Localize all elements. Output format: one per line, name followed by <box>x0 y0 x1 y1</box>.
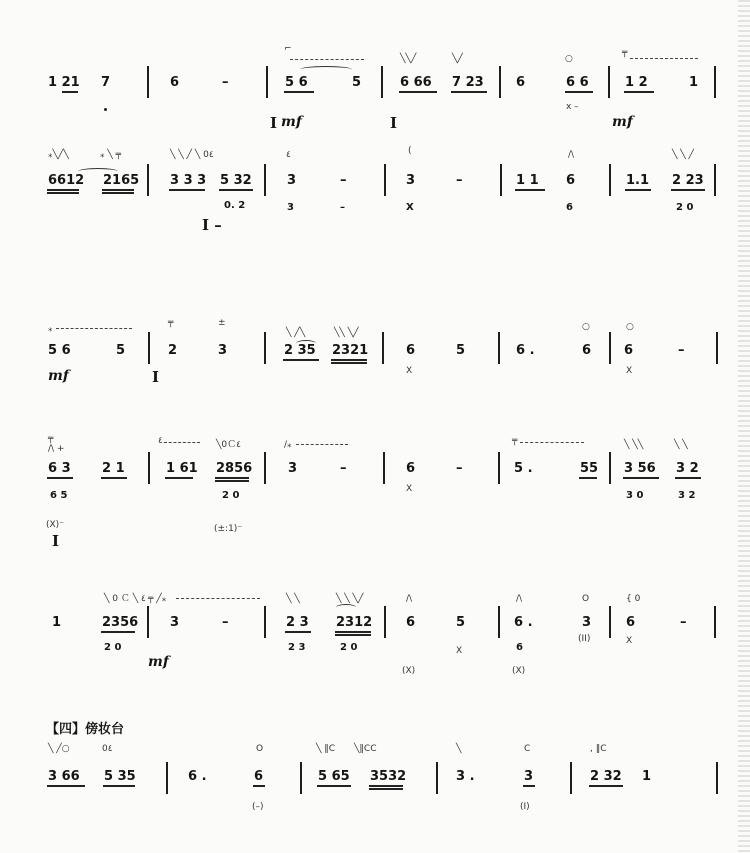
note-group-lower: 0. 2 <box>224 200 246 211</box>
barline <box>300 762 302 794</box>
dynamic-marking: mf <box>612 114 633 130</box>
note-group: 5 <box>352 75 362 90</box>
note-group: 6 66 <box>400 75 432 90</box>
note-group: – <box>456 461 463 476</box>
note-group: 1 1 <box>516 173 539 188</box>
note-group: 6 <box>170 75 180 90</box>
note-group: 6 <box>626 615 636 630</box>
barline <box>166 762 168 794</box>
note-group-lower: 2 0 <box>104 642 122 653</box>
note-group: – <box>222 615 229 630</box>
barline <box>147 66 149 98</box>
note-group: 5 6 <box>48 343 71 358</box>
note-group: 2312 <box>336 615 373 630</box>
score-system-2: ⁎╲╱╲ ⁎ ╲ ╤ ╲ ╲ ╱ ╲ 0٤ ٤ ( /\ ╲ ╲ ╱ 6612 2165 3 3 3 5 32 0. 2 I – 3 – 3 – 3 – X 1 1 6 6 1.1 2 23 2 0 <box>0 144 750 254</box>
note-group-lower: – <box>340 202 345 213</box>
note-group: 5 35 <box>104 769 136 784</box>
note-group: 1 <box>642 769 652 784</box>
barline <box>384 164 386 196</box>
barline <box>384 606 386 638</box>
barline <box>714 164 716 196</box>
note-group: – <box>340 173 347 188</box>
note-group: – <box>678 343 685 358</box>
barline <box>266 66 268 98</box>
barline <box>381 66 383 98</box>
note-group: 3 2 <box>676 461 699 476</box>
note-group: 7 <box>101 75 111 90</box>
note-group-lower: X <box>406 202 414 213</box>
barline <box>716 762 718 794</box>
note-group: 1.1 <box>626 173 650 188</box>
barline <box>609 606 611 638</box>
note-group: 1 <box>52 615 62 630</box>
note-group: 6 <box>406 461 416 476</box>
note-group: 2 23 <box>672 173 704 188</box>
note-group: 6 <box>566 173 576 188</box>
score-system-4: ╤ /\ + ٤ ╲0Ｃ٤ /⁎ ╤ ╲ ╲╲ ╲ ╲ 6 3 6 5 (X)⁻ I 2 1 1 61 2856 2 0 (±:1)⁻ 3 – 6 X – 5 . 55 3 56 3 2 3 0 3 2 <box>0 432 750 542</box>
note-group-lower: 6 5 <box>50 490 68 501</box>
note-group: – <box>456 173 463 188</box>
note-group: 6 <box>406 615 416 630</box>
note-group-lower: 6 <box>566 202 573 213</box>
barline <box>500 164 502 196</box>
score-system-3: ⁎ ╤ ± ╲ ╱╲ ╲╲ ╲╱ ○ ○ 5 6 5 2 3 2 35 2321 6 X 5 6 . 6 6 X – mf I <box>0 318 750 428</box>
note-group: 6 <box>624 343 634 358</box>
note-group: 6 <box>516 75 526 90</box>
barline <box>498 452 500 484</box>
note-group: 5 <box>456 343 466 358</box>
roman-numeral: I <box>270 114 278 132</box>
note-group: 3 56 <box>624 461 656 476</box>
note-group-lower: 3 <box>287 202 294 213</box>
note-group: 6 . <box>188 769 207 784</box>
barline <box>436 762 438 794</box>
note-group: 1 21 <box>48 75 80 90</box>
note-group: 6 . <box>516 343 535 358</box>
note-group: – <box>680 615 687 630</box>
barline <box>148 332 150 364</box>
barline <box>147 606 149 638</box>
note-group: 2 32 <box>590 769 622 784</box>
barline <box>499 66 501 98</box>
score-system-1: ⌐ ╲╲╱ ╲╱ ○ ╤ 1 21 7 6 – 5 6 5 6 66 7 23 6 6 6 x – 1 2 1 I mf I mf <box>0 44 750 154</box>
note-group: 3 <box>524 769 534 784</box>
note-group: 2856 <box>216 461 253 476</box>
note-group: 2 1 <box>102 461 125 476</box>
note-group-lower: 2 0 <box>222 490 240 501</box>
note-group: 1 <box>689 75 699 90</box>
note-group: 2 35 <box>284 343 316 358</box>
note-group: 3 . <box>456 769 475 784</box>
score-system-5: ╲ 0 Ｃ ╲ ٤ ╤ ╱⁎ ╲ ╲ ╲ ╲ ╲╱ /\ /\ O { 0 1 2356 2 0 3 – 2 3 2 3 2312 2 0 6 (X) 5 X 6 . 6 (X) 3 (II) 6 X – mf <box>0 590 750 700</box>
note-group: 6 <box>582 343 592 358</box>
barline <box>609 332 611 364</box>
note-group: 2356 <box>102 615 139 630</box>
barline <box>264 332 266 364</box>
note-group-lower: 3 2 <box>678 490 696 501</box>
barline <box>264 606 266 638</box>
note-group: 3 <box>406 173 416 188</box>
note-group: 2 <box>168 343 178 358</box>
note-group: 5 <box>116 343 126 358</box>
barline <box>608 66 610 98</box>
note-group: 6612 <box>48 173 85 188</box>
note-group: 6 3 <box>48 461 71 476</box>
note-group: 5 32 <box>220 173 252 188</box>
note-group: 3532 <box>370 769 407 784</box>
note-group: 1 2 <box>625 75 648 90</box>
note-group: 7 23 <box>452 75 484 90</box>
note-group: – <box>340 461 347 476</box>
dynamic-marking: mf <box>48 368 69 384</box>
note-group: 3 3 3 <box>170 173 207 188</box>
barline <box>264 164 266 196</box>
score-system-6: ╲ ╱○ 0٤ O ╲ ‖C ╲‖CC ╲ C , ‖C 3 66 5 35 6 . 6 (–) 5 65 3532 3 . 3 (I) 2 32 1 <box>0 740 750 850</box>
note-group: 2165 <box>103 173 140 188</box>
barline <box>498 332 500 364</box>
note-group-lower: 3 0 <box>626 490 644 501</box>
barline <box>383 452 385 484</box>
note-group: 55 <box>580 461 599 476</box>
barline <box>716 332 718 364</box>
note-group-lower: 6 <box>516 642 523 653</box>
roman-numeral: I <box>152 368 160 386</box>
note-group: 3 <box>287 173 297 188</box>
note-group: 2321 <box>332 343 369 358</box>
note-group: 3 <box>170 615 180 630</box>
note-group: 3 66 <box>48 769 80 784</box>
note-group: 3 <box>218 343 228 358</box>
roman-numeral: I <box>390 114 398 132</box>
note-group: 1 61 <box>166 461 198 476</box>
note-group-lower: 2 0 <box>676 202 694 213</box>
note-group: 5 6 <box>285 75 308 90</box>
note-group-lower: 2 3 <box>288 642 306 653</box>
note-group-lower: 2 0 <box>340 642 358 653</box>
dynamic-marking: mf <box>148 654 169 670</box>
barline <box>382 332 384 364</box>
barline <box>609 164 611 196</box>
note-group: 5 65 <box>318 769 350 784</box>
note-group: 6 <box>254 769 264 784</box>
note-group: 5 <box>456 615 466 630</box>
barline <box>148 452 150 484</box>
barline <box>147 164 149 196</box>
barline <box>714 66 716 98</box>
note-group: 2 3 <box>286 615 309 630</box>
barline <box>609 452 611 484</box>
note-group: 6 6 <box>566 75 589 90</box>
barline <box>714 606 716 638</box>
note-group: 5 . <box>514 461 533 476</box>
note-group: 6 <box>406 343 416 358</box>
dynamic-marking: mf <box>281 114 302 130</box>
section-title: 【四】傍妆台 <box>46 722 125 737</box>
barline <box>264 452 266 484</box>
note-group: – <box>222 75 229 90</box>
barline <box>498 606 500 638</box>
note-group: 3 <box>288 461 298 476</box>
note-group: 3 <box>582 615 592 630</box>
barline <box>570 762 572 794</box>
note-group: 6 . <box>514 615 533 630</box>
